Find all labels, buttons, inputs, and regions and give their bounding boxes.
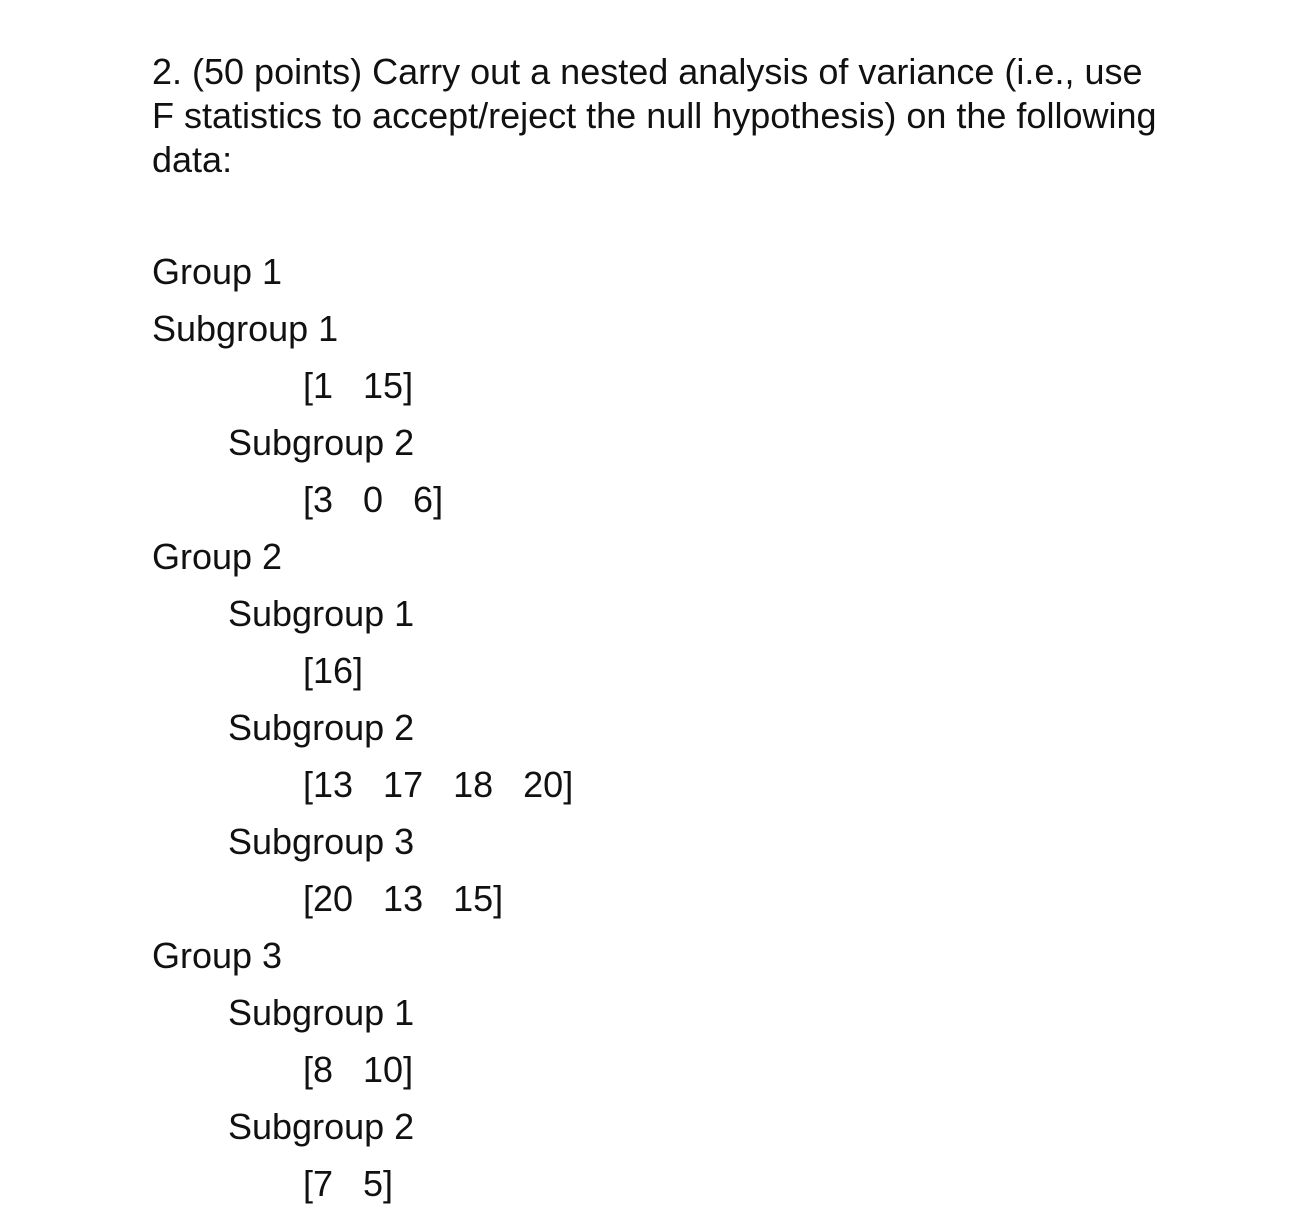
group-3-subgroup-2-data: [7 5]: [303, 1163, 394, 1204]
group-1-subgroup-1-label: Subgroup 1: [152, 308, 339, 349]
group-1-subgroup-1-data: [1 15]: [303, 365, 414, 406]
group-3-subgroup-1-label: Subgroup 1: [228, 992, 415, 1033]
group-2-label: Group 2: [152, 536, 283, 577]
group-1-label: Group 1: [152, 251, 283, 292]
group-3-subgroup-2-label: Subgroup 2: [228, 1106, 415, 1147]
group-2-subgroup-1-label: Subgroup 1: [228, 593, 415, 634]
group-2-subgroup-1-data: [16]: [303, 650, 364, 691]
group-2-subgroup-3-data: [20 13 15]: [303, 878, 504, 919]
group-2-subgroup-2-label: Subgroup 2: [228, 707, 415, 748]
group-2-subgroup-2-data: [13 17 18 20]: [303, 764, 574, 805]
group-3-label: Group 3: [152, 935, 283, 976]
group-2-subgroup-3-label: Subgroup 3: [228, 821, 415, 862]
group-1-subgroup-2-label: Subgroup 2: [228, 422, 415, 463]
group-3-subgroup-1-data: [8 10]: [303, 1049, 414, 1090]
question-text: 2. (50 points) Carry out a nested analysis of variance (i.e., use F statistics to accept/reject the null hypothesis) on the following data:: [152, 51, 1157, 180]
group-1-subgroup-2-data: [3 0 6]: [303, 479, 444, 520]
